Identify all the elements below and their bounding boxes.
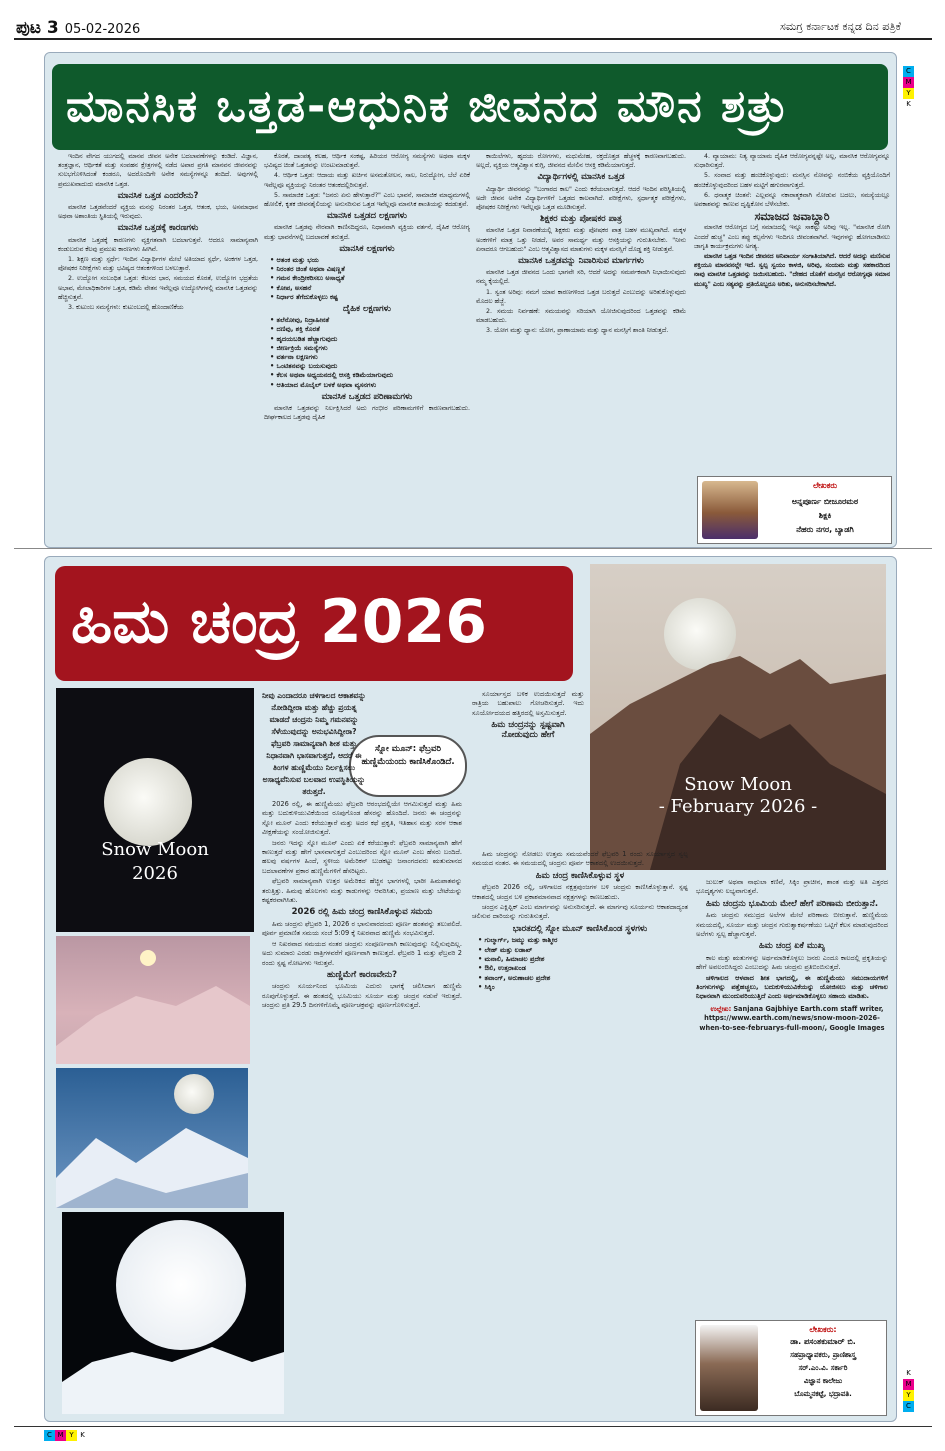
cmyk-k: K [903, 99, 914, 110]
paragraph: ಜುಲುಕ್ ಅಥವಾ ನಾಥುಲಾ ಕಣಿವೆ, ಸಿಕ್ಕಿಂ ಪ್ರಾಚೀನ, ಶಾಂತ ಮತ್ತು ಅತಿ ಎತ್ತರದ ಭೂದೃಶ್ಯಗಳು ಲಭ್ಯವಾಗುತ್ತವೆ. [696, 878, 888, 896]
cmyk-y: Y [903, 88, 914, 99]
issue-date: 05-02-2026 [64, 22, 141, 37]
article-snowmoon-column-3 [696, 878, 888, 1318]
author-institution: ಸರ್.ಎಂ.ವಿ. ಸರ್ಕಾರಿ [798, 1364, 848, 1372]
paragraph: ಜನರು ಇದನ್ನು ಸ್ನೋ ಮೂನ್ ಎಂದು ಏಕೆ ಕರೆಯುತ್ತಾರೆ: ಫೆಬ್ರವರಿ ಸಾಮಾನ್ಯವಾಗಿ ಹೇಗೆ ಕಾಣುತ್ತದೆ ಮತ್ತು ಹೇಗೆ ಭಾಸವಾಗುತ್ತದೆ ಎಂಬುದರಿಂದ ಸ್ನೋ ಮೂನ್ ಎಂಬ ಹೆಸರು ಬಂದಿದೆ. ಹಲವು ವರ್ಷಗಳ ಹಿಂದೆ, ಸ್ಥಳೀಯ ಅಮೆರಿಕನ್ ಬುಡಕಟ್ಟು ಜನಾಂಗದವರು ಋತುಮಾನದ ಬದಲಾವಣೆಗಳ ಪ್ರಕಾರ ಹುಣ್ಣಿಮೆಗಳಿಗೆ ಹೆಸರಿಟ್ಟರು. [262, 838, 462, 875]
paragraph: ಮಾನಸಿಕ ಒತ್ತಡವೆಂದರೆ ವ್ಯಕ್ತಿಯ ಮನಸ್ಸು ನಿರಂತರ ಒತ್ತಡ, ಆತಂಕ, ಭಯ, ಅಸಮಾಧಾನ ಅಥವಾ ಅಶಾಂತಿಯ ಸ್ಥಿತಿಯಲ್ಲಿ ಇರುವುದು. [58, 204, 258, 221]
paragraph: ಫೆಬ್ರವರಿ ಸಾಮಾನ್ಯವಾಗಿ ಉತ್ತರ ಅಮೆರಿಕದ ಹೆಚ್ಚಿನ ಭಾಗಗಳಲ್ಲಿ ಭಾರೀ ಹಿಮಪಾತವನ್ನು ತರುತ್ತಿತ್ತು. ಹಿಮವು ಹೊಲಗಳು ಮತ್ತು ಕಾಡುಗಳನ್ನು ಆವರಿಸಿತು, ಪ್ರಯಾಣ ಮತ್ತು ಬೇಟೆಯನ್ನು ಕಷ್ಟಕರವಾಗಿಸಿತು. [262, 877, 462, 905]
list-item: • ದಣಿವು, ಶಕ್ತಿ ಕೊರತೆ [270, 325, 320, 334]
photo-caption-subtitle: 2026 [132, 863, 178, 884]
header-rule [14, 38, 932, 40]
list-item: • ಜೀರ್ಣಕ್ರಿಯೆ ಸಮಸ್ಯೆಗಳು [270, 343, 328, 352]
intro-paragraph: ನೀವು ಎಂದಾದರೂ ಚಳಿಗಾಲದ ಆಕಾಶವನ್ನು ನೋಡಿದ್ದೀರಾ ಮತ್ತು ಹೆಚ್ಚು ಪ್ರಯತ್ನ ಮಾಡದೆ ಚಂದ್ರನು ನಿಮ್ಮ ಗಮನವನ್ನು ಸೆಳೆಯುವುದನ್ನು ಅನುಭವಿಸಿದ್ದೀರಾ? ಫೆಬ್ರವರಿ ಸಾಮಾನ್ಯವಾಗಿ ಶೀತ ಮತ್ತು ನಿಧಾನವಾಗಿ ಭಾಸವಾಗುತ್ತದೆ, ಆದರೆ ಈ ತಿಂಗಳ ಹುಣ್ಣಿಮೆಯು ನಿರ್ಲಕ್ಷಿಸಲು ಅಸಾಧ್ಯವೆನಿಸುವ ಬಲವಾದ ಉಪಸ್ಥಿತಿಯನ್ನು ತರುತ್ತದೆ. [262, 691, 366, 796]
paragraph: 3. ಯೋಗ ಮತ್ತು ಧ್ಯಾನ: ಯೋಗ, ಪ್ರಾಣಾಯಾಮ ಮತ್ತು ಧ್ಯಾನ ಮನಸ್ಸಿಗೆ ಶಾಂತಿ ನೀಡುತ್ತದೆ. [486, 327, 669, 335]
blue-mountain-moon-photo [56, 1068, 248, 1208]
author-label: ಲೇಖಕರು [812, 481, 837, 490]
cmyk-c: C [903, 1401, 914, 1412]
list-item: • ಔಲಿ, ಉತ್ತರಾಖಂಡ [478, 964, 526, 973]
references [696, 1005, 888, 1033]
article-stress-column-4 [694, 152, 890, 472]
subheading: ಹಿಮ ಚಂದ್ರ ಕಾಣಿಸಿಕೊಳ್ಳುವ ಸ್ಥಳ [535, 870, 625, 881]
article-snowmoon-column-1 [262, 690, 462, 1416]
paragraph: 3. ಕುಟುಂಬ ಸಮಸ್ಯೆಗಳು: ಕುಟುಂಬದಲ್ಲಿ ಹೊಂದಾಣಿಕೆಯ [68, 304, 184, 312]
list-item: • ಲೇಹ್ ಮತ್ತು ಲಡಾಖ್ [478, 945, 533, 954]
list-item: • ವರ್ತನಾ ಲಕ್ಷಣಗಳು [270, 353, 318, 362]
photo-caption-subtitle: - February 2026 - [658, 796, 818, 817]
author-role: ಸಹಪ್ರಾಧ್ಯಾಪಕರು, ಪ್ರಾಣಿಶಾಸ್ತ್ರ [790, 1351, 856, 1359]
list-item: • ಆತಂಕ ಮತ್ತು ಭಯ [270, 256, 319, 265]
paragraph: ಚಂದ್ರನ ಎಕ್ಲಿಪ್ಟಿಕ್ ಎಂಬ ಮಾರ್ಗವನ್ನು ಅನುಸರಿಸುತ್ತದೆ. ಈ ಮಾರ್ಗವು ಸೂರ್ಯನು ಆಕಾಶದಾದ್ಯಂತ ಚಲಿಸುವ ದಾರಿಯನ್ನು ಗುರುತಿಸುತ್ತದೆ. [472, 903, 688, 921]
india-locations-list [472, 936, 688, 992]
author-box-snowmoon [695, 1320, 887, 1416]
paragraph: ಮಾನಸಿಕ ಒತ್ತಡ ಜೀವನದ ಒಂದು ಭಾಗವೇ ಸರಿ, ಆದರೆ ಅದನ್ನು ಸಮರ್ಪಕವಾಗಿ ನಿಭಾಯಿಸುವುದು ನಮ್ಮ ಕೈಯಲ್ಲಿದೆ. [476, 269, 686, 286]
footer-rule [14, 1426, 932, 1427]
photo-caption-title: Snow Moon [101, 839, 209, 860]
list-item: • ನಿರಂತರ ಚಿಂತೆ ಅಥವಾ ವಿಷಣ್ಣತೆ [270, 265, 345, 274]
masthead: ಸಮಗ್ರ ಕರ್ನಾಟಕ ಕನ್ನಡ ದಿನ ಪತ್ರಿಕೆ [780, 20, 901, 33]
article-stress-column-3 [476, 152, 686, 542]
paragraph: 6. ಧನಾತ್ಮಕ ಚಿಂತನೆ: ಎಲ್ಲವನ್ನೂ ನಕಾರಾತ್ಮಕವಾಗಿ ನೋಡುವ ಬದಲು, ಸಮಸ್ಯೆಯಲ್ಲೂ ಅವಕಾಶವನ್ನು ಕಾಣುವ ದೃಷ್ಟಿಕೋನ ಬೆಳೆಸಬೇಕು. [694, 191, 890, 209]
conclusion-paragraph: ಚಳಿಗಾಲದ ಆಳವಾದ ಶೀತ ಭಾಗದಲ್ಲಿ, ಈ ಹುಣ್ಣಿಮೆಯು ಸಮುದಾಯಗಳಿಗೆ ತಿಂಗಳುಗಳನ್ನು ಪತ್ತೆಹಚ್ಚಲು, ಬದುಕುಳಿಯುವಿಕೆಯನ್ನು ಯೋಜಿಸಲು ಮತ್ತು ಚಳಿಗಾಲ ನಿಧಾನವಾಗಿ ಮುಂದುವರಿಯುತ್ತಿದೆ ಎಂದು ಅರ್ಥಮಾಡಿಕೊಳ್ಳಲು ಸಹಾಯ ಮಾಡಿತು. [696, 973, 888, 1001]
author-college: ವಿಜ್ಞಾನ ಕಾಲೇಜು [803, 1377, 843, 1385]
author-box-stress [697, 476, 892, 544]
list-item: • ತಲೆನೋವು, ನಿದ್ರಾಹೀನತೆ [270, 316, 330, 325]
subheading: ಸಮಾಜದ ಜವಾಬ್ದಾರಿ [754, 210, 830, 224]
list-item: • ಕೋಪ, ಅಸಹನೆ [270, 283, 312, 292]
pull-quote-callout: ಸ್ನೋ ಮೂನ್: ಫೆಬ್ರವರಿ ಹುಣ್ಣಿಮೆಯಂದು ಕಾಣಿಸಿಕೊಂಡಿದೆ. [349, 735, 467, 797]
paragraph: ಇಂದಿನ ವೇಗದ ಯುಗದಲ್ಲಿ ಮಾನವ ಜೀವನ ಅನೇಕ ಬದಲಾವಣೆಗಳನ್ನು ಕಂಡಿದೆ. ವಿಜ್ಞಾನ, ತಂತ್ರಜ್ಞಾನ, ಆರ್ಥಿಕತೆ ಮತ್ತು ಸಂವಹನ ಕ್ಷೇತ್ರಗಳಲ್ಲಿ ನಡೆದ ಅಪಾರ ಪ್ರಗತಿ ಮಾನವನ ಜೀವನವನ್ನು ಸುಲಭಗೊಳಿಸಿದಂತೆ ಕಂಡರೂ, ಅದರೊಂದಿಗೇ ಅನೇಕ ಸಮಸ್ಯೆಗಳನ್ನೂ ತಂದಿದೆ. ಅವುಗಳಲ್ಲಿ ಪ್ರಮುಖವಾದುದು ಮಾನಸಿಕ ಒತ್ತಡ. [58, 153, 258, 188]
list-item: • ಗುಲ್ಮಾರ್ಗ್, ಜಮ್ಮು ಮತ್ತು ಕಾಶ್ಮೀರ [478, 936, 558, 945]
subheading: ಮಾನಸಿಕ ಲಕ್ಷಣಗಳು [339, 243, 395, 254]
subheading: ಹಿಮ ಚಂದ್ರ ಏಕೆ ಮುಖ್ಯ [758, 941, 826, 952]
photo-caption-title: Snow Moon [684, 774, 792, 795]
paragraph: ಕಾಯಿಲೆಗಳು, ಹೃದಯ ರೋಗಗಳು, ಮಧುಮೇಹ, ರಕ್ತದೊತ್ತಡ ಹೆಚ್ಚಳಕ್ಕೆ ಕಾರಣವಾಗಬಹುದು. ಅಲ್ಲದೆ, ವ್ಯಕ್ತಿಯ ಆತ್ಮವಿಶ್ವಾಸ ಕುಗ್ಗಿ, ಜೀವನದ ಮೇಲಿನ ಆಸಕ್ತಿ ಕಡಿಮೆಯಾಗುತ್ತದೆ. [476, 153, 686, 170]
cmyk-c: C [903, 66, 914, 77]
author-label: ಲೇಖಕರು: [809, 1325, 837, 1334]
snow-moon-february-photo [590, 564, 886, 870]
subheading: ಹಿಮ ಚಂದ್ರನು ಭೂಮಿಯ ಮೇಲೆ ಹೇಗೆ ಪರಿಣಾಮ ಬೀರುತ್ತಾನೆ. [705, 898, 879, 909]
subheading: 2026 ರಲ್ಲಿ ಹಿಮ ಚಂದ್ರ ಕಾಣಿಸಿಕೊಳ್ಳುವ ಸಮಯ [291, 907, 433, 918]
author-photo [700, 1325, 758, 1411]
mountain-illustration [56, 936, 250, 1064]
subheading: ವಿದ್ಯಾರ್ಥಿಗಳಲ್ಲಿ ಮಾನಸಿಕ ಒತ್ತಡ [537, 172, 625, 183]
paragraph: 2. ಸಮಯ ನಿರ್ವಹಣೆ: ಸಮಯವನ್ನು ಸರಿಯಾಗಿ ಯೋಜಿಸುವುದರಿಂದ ಒತ್ತಡವನ್ನು ಕಡಿಮೆ ಮಾಡಬಹುದು. [476, 308, 686, 325]
subheading: ಮಾನಸಿಕ ಒತ್ತಡ ಎಂದರೇನು? [117, 190, 199, 201]
paragraph: ಮಾನಸಿಕ ಆರೋಗ್ಯದ ಬಗ್ಗೆ ಸಮಾಜದಲ್ಲಿ ಇನ್ನೂ ಸಾಕಷ್ಟು ಅರಿವು ಇಲ್ಲ. "ಮಾನಸಿಕ ರೋಗಿ ಎಂದರೆ ಹುಚ್ಚ" ಎಂಬ ತಪ್ಪು ಕಲ್ಪನೆಗಳು ಇಂದಿಗೂ ಜೀವಂತವಾಗಿವೆ. ಇವುಗಳನ್ನು ಹೋಗಲಾಡಿಸಲು ಜಾಗೃತಿ ಕಾರ್ಯಕ್ರಮಗಳು ಅಗತ್ಯ. [694, 224, 890, 250]
subheading: ಶಿಕ್ಷಕರ ಮತ್ತು ಪೋಷಕರ ಪಾತ್ರ [540, 214, 622, 225]
cmyk-mark-footer [44, 1430, 92, 1441]
section-divider [14, 548, 932, 549]
references-label: ಉಲ್ಲೇಖ: [710, 1004, 732, 1013]
list-item: • ಹೃದಯಬಡಿತ ಹೆಚ್ಚಾಗುವುದು [270, 334, 338, 343]
subheading: ಮಾನಸಿಕ ಒತ್ತಡವನ್ನು ನಿವಾರಿಸುವ ಮಾರ್ಗಗಳು [518, 256, 644, 267]
author-photo [702, 481, 758, 539]
list-item: • ತವಾಂಗ್, ಅರುಣಾಚಲ ಪ್ರದೇಶ [478, 973, 551, 982]
list-item: • ಆತಿಯಾದ ಮೊಬೈಲ್ ಬಳಕೆ ಅಥವಾ ವ್ಯಸನಗಳು [270, 380, 377, 389]
conclusion-paragraph: ಮಾನಸಿಕ ಒತ್ತಡ ಇಂದಿನ ಜೀವನದ ಅನಿವಾರ್ಯ ಸಂಗಾತಿಯಾಗಿದೆ. ಆದರೆ ಅದನ್ನು ಮಣಿಸುವ ಶಕ್ತಿಯೂ ಮಾನವನಲ್ಲೇ ಇದೆ. ಸ್ವಲ್ಪ ಸ್ವಯಂ ಕಾಳಜಿ, ಅರಿವು, ಸಂಯಮ ಮತ್ತು ಸಹಕಾರದಿಂದ ನಾವು ಮಾನಸಿಕ ಒತ್ತಡವನ್ನು ಜಯಿಸಬಹುದು. "ದೇಹದ ಜೊತೆಗೆ ಮನಸ್ಸಿನ ಆರೋಗ್ಯವೂ ಸಮಾನ ಮುಖ್ಯ" ಎಂಬ ಸತ್ಯವನ್ನು ಪ್ರತಿಯೊಬ್ಬರೂ ಅರಿತು, ಅನುಸರಿಸಬೇಕಾಗಿದೆ. [694, 253, 890, 288]
article-snowmoon-headline: ಹಿಮ ಚಂದ್ರ 2026 [55, 566, 573, 681]
paragraph: 2. ಉದ್ಯೋಗ ಸಂಬಂಧಿತ ಒತ್ತಡ: ಕೆಲಸದ ಭಾರ, ಸಮಯದ ಕೊರತೆ, ಉದ್ಯೋಗ ಭದ್ರತೆಯ ಅಭಾವ, ಮೇಲಾಧಿಕಾರಿಗಳ ಒತ್ತಡ, ಕಡಿಮೆ ವೇತನ ಇವೆಲ್ಲವೂ ಉದ್ಯೋಗಿಗಳಲ್ಲಿ ಮಾನಸಿಕ ಒತ್ತಡವನ್ನು ಹೆಚ್ಚಿಸುತ್ತವೆ. [58, 275, 258, 301]
snow-moon-2026-photo [56, 688, 254, 932]
author-place: ನೆಹರು ನಗರ, ಬ್ಯಾಡಗಿ [796, 525, 854, 534]
paragraph: ಹಿಮ ಚಂದ್ರನು ಸಮುದ್ರದ ಅಲೆಗಳ ಮೇಲೆ ಪರಿಣಾಮ ಬೀರುತ್ತಾನೆ. ಹುಣ್ಣಿಮೆಯ ಸಮಯದಲ್ಲಿ, ಸೂರ್ಯ ಮತ್ತು ಚಂದ್ರನ ಗುರುತ್ವಾಕರ್ಷಣೆಯು ಒಟ್ಟಿಗೆ ಕೆಲಸ ಮಾಡುವುದರಿಂದ ಅಲೆಗಳು ಸ್ವಲ್ಪ ಹೆಚ್ಚಾಗುತ್ತವೆ. [696, 911, 888, 939]
list-item: • ಗಮನ ಕೇಂದ್ರೀಕರಿಸಲು ಅಸಾಧ್ಯತೆ [270, 274, 345, 283]
cmyk-y: Y [903, 1390, 914, 1401]
cmyk-k: K [77, 1430, 88, 1441]
moon-icon [104, 758, 192, 846]
subheading: ಭಾರತದಲ್ಲಿ ಸ್ನೋ ಮೂನ್ ಕಾಣಿಸಿಕೊಂಡ ಸ್ಥಳಗಳು [512, 923, 648, 934]
cmyk-k: K [903, 1368, 914, 1379]
paragraph: 1. ಶಿಕ್ಷಣ ಮತ್ತು ಸ್ಪರ್ಧೆ: ಇಂದಿನ ವಿದ್ಯಾರ್ಥಿಗಳ ಮೇಲೆ ಅತಿಯಾದ ಸ್ಪರ್ಧೆ, ಅಂಕಗಳ ಒತ್ತಡ, ಪೋಷಕರ ನಿರೀಕ್ಷೆಗಳು ಮತ್ತು ಭವಿಷ್ಯದ ಆತಂಕಗಳಿಂದ ಬಳಲುತ್ತಾರೆ. [58, 256, 258, 273]
paragraph: 5. ಸಂವಾದ ಮತ್ತು ಹಂಚಿಕೊಳ್ಳುವುದು: ಮನಸ್ಸಿನ ನೋವನ್ನು ನಂಬಿಕೆಯ ವ್ಯಕ್ತಿಯೊಂದಿಗೆ ಹಂಚಿಕೊಳ್ಳುವುದರಿಂದ ಬಹಳ ಮಟ್ಟಿಗೆ ಹಗುರವಾಗುತ್ತದೆ. [694, 172, 890, 189]
subheading: ಮಾನಸಿಕ ಒತ್ತಡಕ್ಕೆ ಕಾರಣಗಳು [117, 223, 199, 234]
paragraph: ಕೊರತೆ, ದಾಂಪತ್ಯ ಕಲಹ, ಆರ್ಥಿಕ ಸಂಕಷ್ಟ, ಹಿರಿಯರ ಆರೋಗ್ಯ ಸಮಸ್ಯೆಗಳು ಅಥವಾ ಮಕ್ಕಳ ಭವಿಷ್ಯದ ಚಿಂತೆ ಒತ್ತಡವನ್ನು ಉಂಟುಮಾಡುತ್ತವೆ. [264, 153, 470, 170]
list-item: • ಸಿಕ್ಕಿಂ [478, 983, 495, 992]
cmyk-m: M [903, 1379, 914, 1390]
pink-mountain-moon-photo [56, 936, 250, 1064]
subheading: ಹಿಮ ಚಂದ್ರನನ್ನು ಸ್ಪಷ್ಟವಾಗಿ ನೋಡುವುದು ಹೇಗೆ [491, 720, 565, 740]
paragraph: ಆ ನಿಖರವಾದ ಸಮಯದ ನಂತರ ಚಂದ್ರನು ಸಂಪೂರ್ಣವಾಗಿ ಕಾಣುವುದನ್ನು ನಿಲ್ಲಿಸುವುದಿಲ್ಲ. ಅದು ಸುಮಾರು ಎರಡು ರಾತ್ರಿಗಳವರೆಗೆ ಪೂರ್ಣವಾಗಿ ಕಾಣುತ್ತದೆ. ಫೆಬ್ರವರಿ 1 ಮತ್ತು ಫೆಬ್ರವರಿ 2 ರಂದು ಸ್ಪಷ್ಟ ನೋಟಗಳು ಇರುತ್ತವೆ. [262, 939, 462, 967]
paragraph: 4. ಆರ್ಥಿಕ ಒತ್ತಡ: ಆದಾಯ ಮತ್ತು ಖರ್ಚಿನ ಅಸಮತೋಲನ, ಸಾಲ, ನಿರುದ್ಯೋಗ, ಬೆಲೆ ಏರಿಕೆ ಇವೆಲ್ಲವೂ ವ್ಯಕ್ತಿಯನ್ನು ನಿರಂತರ ಆತಂಕದಲ್ಲಿರಿಸುತ್ತವೆ. [264, 172, 470, 189]
references-text: Sanjana Gajbhiye Earth.com staff writer, https://www.earth.com/news/snow-moon-2026-when-to-see-februarys-full-moon/, Google Images [699, 1004, 885, 1032]
paragraph: 1. ಸ್ವಂತ ಅರಿವು: ನಮಗೆ ಯಾವ ಕಾರಣಗಳಿಂದ ಒತ್ತಡ ಬರುತ್ತದೆ ಎಂಬುದನ್ನು ಅರಿತುಕೊಳ್ಳುವುದು ಮೊದಲ ಹೆಜ್ಜೆ. [476, 288, 686, 305]
page-number: ಪುಟ 3 05-02-2026 [16, 18, 141, 38]
paragraph: ಮಾನಸಿಕ ಒತ್ತಡವು ನೇರವಾಗಿ ಕಾಣಿಸದಿದ್ದರೂ, ನಿಧಾನವಾಗಿ ವ್ಯಕ್ತಿಯ ವರ್ತನೆ, ದೈಹಿಕ ಆರೋಗ್ಯ ಮತ್ತು ಭಾವನೆಗಳಲ್ಲಿ ಬದಲಾವಣೆ ತರುತ್ತದೆ. [264, 224, 470, 241]
list-item: • ನಿರ್ಧಾರ ತೆಗೆದುಕೊಳ್ಳಲು ಕಷ್ಟ [270, 292, 338, 301]
paragraph: ಕಾಲ ಮತ್ತು ಋತುಗಳನ್ನು ಅರ್ಥಮಾಡಿಕೊಳ್ಳಲು ಜನರು ಎಂದೂ ಕಾಲದಲ್ಲಿ ಪ್ರಕೃತಿಯನ್ನು ಹೇಗೆ ಅವಲಂಬಿಸಿದ್ದರು ಎಂಬುದನ್ನು ಹಿಮ ಚಂದ್ರನು ಪ್ರತಿಬಿಂಬಿಸುತ್ತದೆ. [696, 953, 888, 972]
article-stress-headline: ಮಾನಸಿಕ ಒತ್ತಡ-ಆಧುನಿಕ ಜೀವನದ ಮೌನ ಶತ್ರು [52, 64, 888, 150]
mountain-illustration [590, 564, 886, 870]
author-name: ಡಾ. ಪಸಂತಕುಮಾರ್ ಬಿ. [790, 1337, 856, 1346]
author-name: ಅನ್ನಪೂರ್ಣ ಬೀಜೂರಮಠ [791, 497, 859, 506]
paragraph: ಹಿಮ ಚಂದ್ರನನ್ನು ನೋಡಲು ಉತ್ತಮ ಸಮಯವೆಂದರೆ ಫೆಬ್ರವರಿ 1 ರಂದು ಸೂರ್ಯಾಸ್ತದ ಸ್ವಲ್ಪ ಸಮಯದ ನಂತರ. ಈ ಸಮಯದಲ್ಲಿ ಚಂದ್ರನು ಪೂರ್ವ ಆಕಾಶದಲ್ಲಿ ಉದಯಿಸುತ್ತದೆ. [472, 850, 688, 868]
author-role: ಶಿಕ್ಷಕಿ [818, 511, 832, 520]
paragraph: ಮಾನಸಿಕ ಒತ್ತಡಕ್ಕೆ ಕಾರಣಗಳು ವ್ಯಕ್ತಿಗತವಾಗಿ ಬದಲಾಗುತ್ತವೆ. ಆದರೂ ಸಾಮಾನ್ಯವಾಗಿ ಕಂಡುಬರುವ ಕೆಲವು ಪ್ರಮುಖ ಕಾರಣಗಳು ಹೀಗಿವೆ. [58, 236, 258, 253]
cmyk-mark-top [903, 66, 914, 110]
paragraph: ಮಾನಸಿಕ ಒತ್ತಡವನ್ನು ನಿರ್ಲಕ್ಷಿಸಿದರೆ ಅದು ಗಂಭೀರ ಪರಿಣಾಮಗಳಿಗೆ ಕಾರಣವಾಗಬಹುದು. ದೀರ್ಘಕಾಲದ ಒತ್ತಡವು ದೈಹಿಕ [264, 405, 470, 422]
list-item: • ಮನಾಲಿ, ಹಿಮಾಚಲ ಪ್ರದೇಶ [478, 955, 545, 964]
paragraph: ಸೂರ್ಯಾಸ್ತದ ಬಳಿಕ ಉದಯಿಸುತ್ತದೆ ಮತ್ತು ರಾತ್ರಿಯ ಬಹುಪಾಲು ಗೋಚರಿಸುತ್ತದೆ. ಇದು ಸೂರ್ಯೋದಯದ ಹತ್ತಿರದಲ್ಲಿ ಅಸ್ತಮಿಸುತ್ತದೆ. [472, 690, 584, 717]
author-place: ಬೊಮ್ಮನಕಟ್ಟೆ, ಭದ್ರಾವತಿ. [794, 1390, 852, 1398]
subheading: ಹುಣ್ಣಿಮೆಗೆ ಕಾರಣವೇನು? [326, 969, 398, 980]
cmyk-c: C [44, 1430, 55, 1441]
cmyk-mark-bottom [903, 1368, 914, 1412]
article-stress-column-1 [58, 152, 258, 542]
article-snowmoon-column-2 [472, 850, 688, 1416]
paragraph: ಮಾನಸಿಕ ಒತ್ತಡ ನಿವಾರಣೆಯಲ್ಲಿ ಶಿಕ್ಷಕರು ಮತ್ತು ಪೋಷಕರ ಪಾತ್ರ ಬಹಳ ಮುಖ್ಯವಾಗಿದೆ. ಮಕ್ಕಳ ಅಂಕಗಳಿಗೆ ಮಾತ್ರ ಒತ್ತು ನೀಡದೆ, ಅವರ ಸಾಮರ್ಥ್ಯ ಮತ್ತು ಆಸಕ್ತಿಯನ್ನು ಗುರುತಿಸಬೇಕು. "ನೀನು ಏನಾದರೂ ಆಗಬಹುದು" ಎಂಬ ಆತ್ಮವಿಶ್ವಾಸದ ಮಾತುಗಳು ಮಕ್ಕಳ ಮನಸ್ಸಿಗೆ ದೊಡ್ಡ ಶಕ್ತಿ ನೀಡುತ್ತವೆ. [476, 227, 686, 253]
list-item: • ಕೆಲಸ ಅಥವಾ ಅಧ್ಯಯನದಲ್ಲಿ ಆಸಕ್ತಿ ಕಡಿಮೆಯಾಗುವುದು [270, 371, 394, 380]
paragraph: 5. ಸಾಮಾಜಿಕ ಒತ್ತಡ: "ಜನರು ಏನು ಹೇಳುತ್ತಾರೆ?" ಎಂಬ ಭಾವನೆ, ಸಾಮಾಜಿಕ ಮಾಧ್ಯಮಗಳಲ್ಲಿ ಹೋಲಿಕೆ, ಕೃತಕ ಜೀವನಶೈಲಿಯನ್ನು ಅನುಸರಿಸುವ ಒತ್ತಡ ಇವೆಲ್ಲವೂ ಮಾನಸಿಕ ಶಾಂತಿಯನ್ನು ಕದಡುತ್ತವೆ. [264, 191, 470, 209]
list-item: • ಒಂಟಿತನವನ್ನು ಬಯಸುವುದು [270, 362, 338, 371]
paragraph: 4. ವ್ಯಾಯಾಮ: ನಿತ್ಯ ವ್ಯಾಯಾಮ ದೈಹಿಕ ಆರೋಗ್ಯವನ್ನಷ್ಟೇ ಅಲ್ಲ, ಮಾನಸಿಕ ಆರೋಗ್ಯವನ್ನೂ ಸುಧಾರಿಸುತ್ತದೆ. [694, 153, 890, 170]
article-stress-column-2 [264, 152, 470, 542]
paragraph: ಹಿಮ ಚಂದ್ರನು ಫೆಬ್ರವರಿ 1, 2026 ರ ಭಾನುವಾರದಂದು ಪೂರ್ಣ ಹಂತವನ್ನು ತಲುಪಲಿದೆ. ಪೂರ್ವ ಪ್ರಮಾಣಿತ ಸಮಯ ಸಂಜೆ 5:09 ಕ್ಕೆ ನಿಖರವಾದ ಹುಣ್ಣಿಮೆ ಸಂಭವಿಸುತ್ತದೆ. [262, 919, 462, 938]
subheading: ಮಾನಸಿಕ ಒತ್ತಡದ ಲಕ್ಷಣಗಳು [327, 211, 407, 222]
subheading: ದೈಹಿಕ ಲಕ್ಷಣಗಳು [343, 304, 391, 315]
paragraph: 2026 ರಲ್ಲಿ, ಈ ಹುಣ್ಣಿಮೆಯು ಫೆಬ್ರವರಿ ಆರಂಭದಲ್ಲಿಯೇ ಆಗಮಿಸುತ್ತದೆ ಮತ್ತು ಹಿಮ ಮತ್ತು ಬದುಕುಳಿಯುವಿಕೆಯಿಂದ ರೂಪುಗೊಂಡ ಹೆಸರನ್ನು ಹೊಂದಿದೆ. ಜನರು ಈ ಚಂದ್ರನನ್ನು ಸ್ನೋ ಮೂನ್ ಎಂದು ಕರೆಯುತ್ತಾರೆ ಮತ್ತು ಅದರ ಕಥೆ ಪ್ರಕೃತಿ, ಇತಿಹಾಸ ಮತ್ತು ಸರಳ ಆಕಾಶ ವೀಕ್ಷಣೆಯನ್ನು ಸಂಯೋಜಿಸುತ್ತದೆ. [262, 800, 462, 837]
physical-symptoms-list [264, 316, 470, 390]
paragraph: ವಿದ್ಯಾರ್ಥಿ ಜೀವನವನ್ನು "ಬಂಗಾರದ ಕಾಲ" ಎಂದು ಕರೆಯಲಾಗುತ್ತದೆ. ಆದರೆ ಇಂದಿನ ಪರಿಸ್ಥಿತಿಯಲ್ಲಿ ಅದೇ ಜೀವನ ಅನೇಕ ವಿದ್ಯಾರ್ಥಿಗಳಿಗೆ ಒತ್ತಡದ ಕಾಲವಾಗಿದೆ. ಪರೀಕ್ಷೆಗಳು, ಸ್ಪರ್ಧಾತ್ಮಕ ಪರೀಕ್ಷೆಗಳು, ಪೋಷಕರ ನಿರೀಕ್ಷೆಗಳು ಇವೆಲ್ಲವೂ ಒತ್ತಡ ಮೂಡಿಸುತ್ತವೆ. [476, 185, 686, 212]
subheading: ಮಾನಸಿಕ ಒತ್ತಡದ ಪರಿಣಾಮಗಳು [321, 391, 413, 402]
mental-symptoms-list [264, 256, 470, 302]
cmyk-m: M [903, 77, 914, 88]
cmyk-y: Y [66, 1430, 77, 1441]
paragraph: ಚಂದ್ರನು ಸೂರ್ಯನಿಂದ ಭೂಮಿಯ ಎದುರು ಭಾಗಕ್ಕೆ ಚಲಿಸಿದಾಗ ಹುಣ್ಣಿಮೆ ರೂಪುಗೊಳ್ಳುತ್ತದೆ. ಈ ಹಂತದಲ್ಲಿ ಭೂಮಿಯು ಸೂರ್ಯ ಮತ್ತು ಚಂದ್ರನ ನಡುವೆ ಇರುತ್ತದೆ. ಚಂದ್ರನು ಪ್ರತಿ 29.5 ದಿನಗಳಿಗೊಮ್ಮೆ ಪೂರ್ಣಚಕ್ರವನ್ನು ಪೂರ್ಣಗೊಳಿಸುತ್ತದೆ. [262, 982, 462, 1010]
white-moon-snow-photo [62, 1212, 284, 1414]
cmyk-m: M [55, 1430, 66, 1441]
mountain-illustration [56, 1068, 248, 1208]
article-snowmoon-column-2-top [472, 690, 584, 850]
paragraph: ಫೆಬ್ರವರಿ 2026 ರಲ್ಲಿ, ಚಳಿಗಾಲದ ನಕ್ಷತ್ರಪುಂಜಗಳ ಬಳಿ ಚಂದ್ರನು ಕಾಣಿಸಿಕೊಳ್ಳುತ್ತಾನೆ. ಸ್ಪಷ್ಟ ಆಕಾಶದಲ್ಲಿ ಚಂದ್ರನ ಬಳಿ ಪ್ರಕಾಶಮಾನವಾದ ನಕ್ಷತ್ರಗಳನ್ನು ಕಾಣಬಹುದು. [472, 883, 688, 901]
mountain-illustration [62, 1212, 284, 1414]
